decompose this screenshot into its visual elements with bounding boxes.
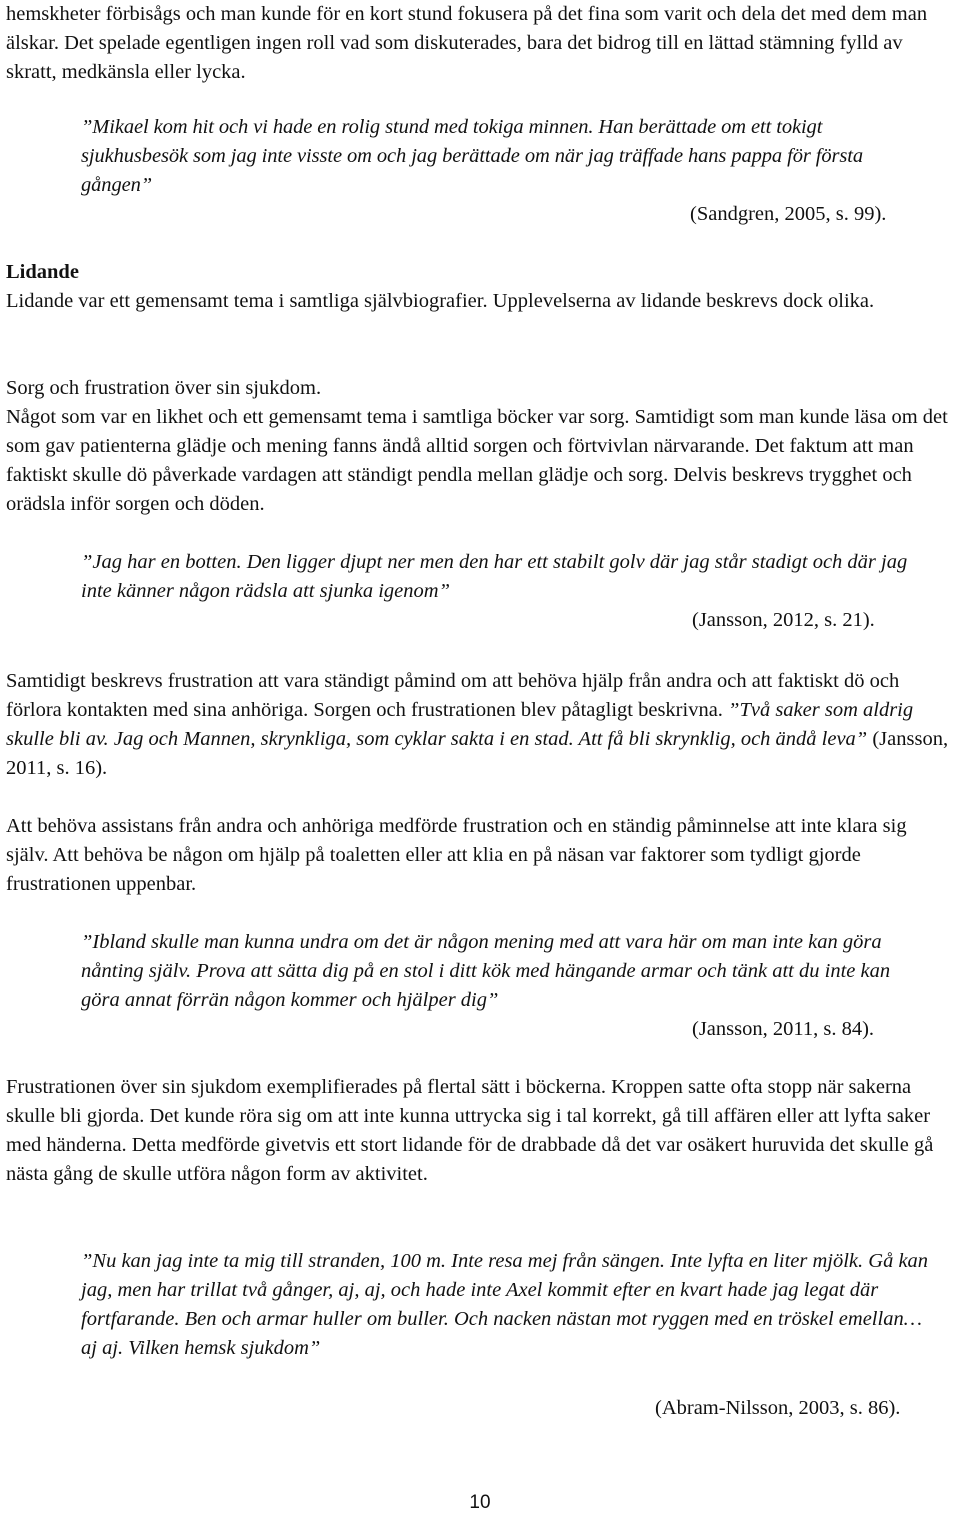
paragraph-assistans: Att behöva assistans från andra och anhöriga medförde frustration och en ständig påminnelse att inte klara sig själv. Att behöva be någon om hjälp på toaletten eller att klia en på näsan var faktorer som tydligt gjorde frustrationen uppenbar. (6, 815, 907, 895)
paragraph-intro: hemskheter förbisågs och man kunde för en kort stund fokusera på det fina som varit och dela det med dem man älskar. Det spelade egentligen ingen roll vad som diskuterades, bara det bidrog till en lättad stämning fylld av skratt, medkänsla eller lycka. (6, 3, 928, 83)
paragraph-frustration-text: Samtidigt beskrevs frustration att vara ständigt påmind om att behöva hjälp från andra och att faktiskt dö och förlora kontakten med sina anhöriga. Sorgen och frustrationen blev påtagligt beskrivna. (6, 670, 900, 721)
paragraph-lidande: Lidande var ett gemensamt tema i samtliga självbiografier. Upplevelserna av lidande beskrevs dock olika. (6, 290, 875, 312)
inline-quote: ”Två saker som aldrig skulle bli av. Jag och Mannen, skrynkliga, som cyklar sakta i en stad. Att få bli skrynklig, och ändå leva” (6, 699, 914, 750)
section-heading: Lidande (6, 261, 79, 283)
citation-jansson-2012: (Jansson, 2012, s. 21). (692, 609, 875, 631)
quote-sandgren: ”Mikael kom hit och vi hade en rolig stund med tokiga minnen. Han berättade om ett tokigt sjukhusbesök som jag inte visste om och jag berättade om när jag träffade hans pappa för första gången” (81, 116, 863, 196)
paragraph-sorg: Något som var en likhet och ett gemensamt tema i samtliga böcker var sorg. Samtidigt som man kunde läsa om det som gav patienterna glädje och mening fanns ändå alltid sorgen och förtvivlan närvarande. Det faktum att man faktiskt skulle dö påverkade vardagen att ständigt pendla mellan glädje och sorg. Delvis beskrevs trygghet och orädsla inför sorgen och döden. (6, 406, 948, 515)
citation-sandgren: (Sandgren, 2005, s. 99). (690, 203, 887, 225)
quote-jansson-2012: ”Jag har en botten. Den ligger djupt ner men den har ett stabilt golv där jag står stadigt och där jag inte känner någon rädsla att sjunka igenom” (81, 551, 908, 602)
paragraph-frustration (6, 667, 954, 783)
page-number: 10 (469, 1492, 491, 1513)
quote-abram-nilsson: ”Nu kan jag inte ta mig till stranden, 100 m. Inte resa mej från sängen. Inte lyfta en liter mjölk. Gå kan jag, men har trillat två gånger, aj, aj, och hade inte Axel kommit efter en kvart hade jag legat där fortfarande. Ben och armar huller om buller. Och nacken nästan mot ryggen med en tröskel emellan… aj aj. Vilken hemsk sjukdom” (81, 1250, 929, 1359)
paragraph-kroppen: Frustrationen över sin sjukdom exemplifierades på flertal sätt i böckerna. Kroppen satte ofta stopp när sakerna skulle bli gjorda. Det kunde röra sig om att inte kunna uttrycka sig i tal korrekt, gå till affären eller att lyfta saker med händerna. Detta medförde givetvis ett stort lidande för de drabbade då det var osäkert huruvida det skulle gå nästa gång de skulle utföra någon form av aktivitet. (6, 1076, 934, 1185)
quote-jansson-2011: ”Ibland skulle man kunna undra om det är någon mening med att vara här om man inte kan göra nånting själv. Prova att sätta dig på en stol i ditt kök med hängande armar och tänk att du inte kan göra annat förrän någon kommer och hjälper dig” (81, 931, 891, 1011)
subheading: Sorg och frustration över sin sjukdom. (6, 377, 322, 399)
citation-jansson-2011: (Jansson, 2011, s. 84). (692, 1018, 875, 1040)
citation-abram-nilsson: (Abram-Nilsson, 2003, s. 86). (655, 1397, 901, 1419)
inline-citation: (Jansson, 2011, s. 16). (6, 728, 949, 779)
